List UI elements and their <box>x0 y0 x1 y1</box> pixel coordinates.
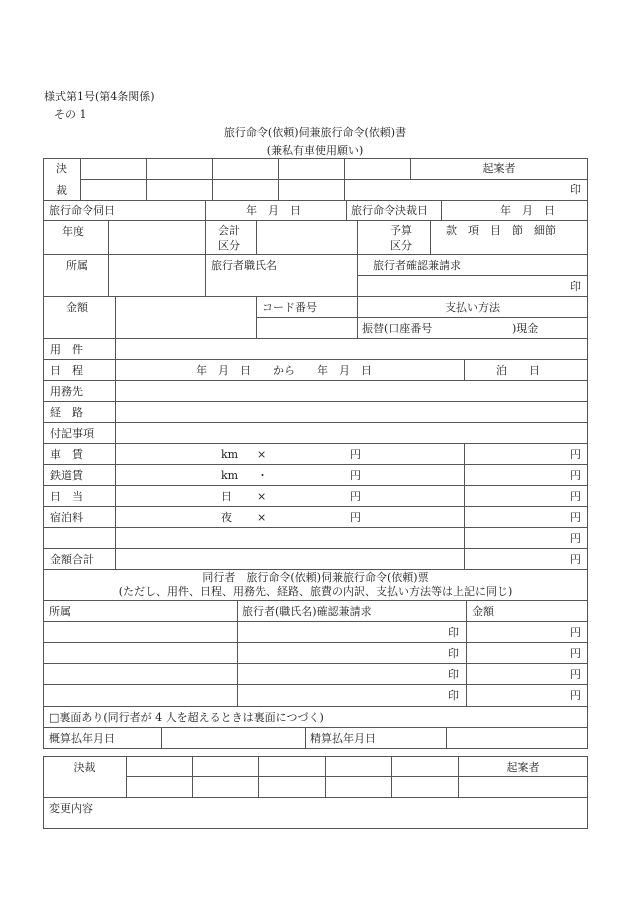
companion-seal: 印 <box>448 626 459 639</box>
drafter-seal: 印 <box>570 183 581 196</box>
nittei-range[interactable]: 年 月 日 から 年 月 日 <box>196 364 372 377</box>
companion-yen: 円 <box>570 689 581 702</box>
back-note-checkbox[interactable]: □裏面あり(同行者が 4 人を超えるときは裏面につづく) <box>49 711 324 724</box>
kingaku-label: 金額 <box>66 301 88 314</box>
gaisan-label: 概算払年月日 <box>49 732 115 745</box>
sum-yen: 円 <box>570 553 581 566</box>
changes-label: 変更内容 <box>49 802 93 815</box>
companion-col-shozoku: 所属 <box>49 605 71 618</box>
cost-total-yen: 円 <box>570 511 581 524</box>
cost-label: 車 賃 <box>50 448 83 461</box>
companion-yen: 円 <box>570 668 581 681</box>
nendo-label: 年度 <box>62 225 84 238</box>
bottom-kessai-label: 決裁 <box>73 761 96 774</box>
cost-total-yen: 円 <box>570 490 581 503</box>
kaikei-kubun-label: 区分 <box>218 239 240 252</box>
companion-title: 同行者 旅行命令(依頼)伺兼旅行命令(依頼)票 <box>202 571 429 584</box>
cost-yen: 円 <box>350 511 361 524</box>
kessai-label-1: 決 <box>56 162 67 175</box>
companion-seal: 印 <box>448 689 459 702</box>
companion-yen: 円 <box>570 626 581 639</box>
fuki-label: 付記事項 <box>50 427 94 440</box>
cost-unit: 日 <box>221 490 232 503</box>
page-title: 旅行命令(依頼)伺兼旅行命令(依頼)書 <box>223 126 407 139</box>
companion-seal: 印 <box>448 668 459 681</box>
cost-op: × <box>257 448 267 461</box>
code-label: コード番号 <box>262 301 317 314</box>
traveler-confirm-label: 旅行者確認兼請求 <box>373 259 461 272</box>
bottom-drafter-label: 起案者 <box>506 761 540 774</box>
cost-op: × <box>257 490 267 503</box>
companion-note: (ただし、用件、日程、用務先、経路、旅費の内訳、支払い方法等は上記に同じ) <box>118 585 513 598</box>
traveler-name-label: 旅行者職氏名 <box>211 259 277 272</box>
kaikei-label: 会計 <box>218 224 240 237</box>
keiro-label: 経 路 <box>50 406 83 419</box>
cost-op: × <box>257 511 267 524</box>
cost-unit: 夜 <box>221 511 232 524</box>
cost-yen: 円 <box>350 469 361 482</box>
companion-yen: 円 <box>570 647 581 660</box>
youmusaki-label: 用務先 <box>50 385 83 398</box>
payment-method-label: 支払い方法 <box>445 301 500 314</box>
companion-seal: 印 <box>448 647 459 660</box>
blank-total-yen: 円 <box>570 532 581 545</box>
cost-op: ・ <box>257 469 268 482</box>
sub-number: その 1 <box>54 108 87 121</box>
budget-items-label: 款 項 目 節 細節 <box>446 224 556 237</box>
kessai-label-2: 裁 <box>56 184 67 197</box>
kessai-date-value[interactable]: 年 月 日 <box>500 204 555 217</box>
seisan-label: 精算払年月日 <box>310 732 376 745</box>
haku-label: 泊 日 <box>496 364 540 377</box>
cost-label: 日 当 <box>50 490 83 503</box>
youken-label: 用 件 <box>50 343 83 356</box>
cost-label: 鉄道賃 <box>50 469 83 482</box>
cost-yen: 円 <box>350 490 361 503</box>
page-subtitle: (兼私有車使用願い) <box>266 144 364 157</box>
cost-total-yen: 円 <box>570 469 581 482</box>
cost-label: 宿泊料 <box>50 511 83 524</box>
drafter-label: 起案者 <box>482 162 516 175</box>
yosan-label: 予算 <box>390 224 412 237</box>
meirei-ukagai-date-label: 旅行命令伺日 <box>49 204 115 217</box>
ukagai-date-value[interactable]: 年 月 日 <box>246 204 301 217</box>
cash-label: )現金 <box>512 322 539 335</box>
yosan-kubun-label: 区分 <box>390 239 412 252</box>
form-number: 様式第1号(第4条関係) <box>44 90 155 103</box>
shozoku-label: 所属 <box>66 259 88 272</box>
transfer-label: 振替(口座番号 <box>362 322 433 335</box>
nittei-label: 日 程 <box>50 364 83 377</box>
companion-col-traveler: 旅行者(職氏名)確認兼請求 <box>242 605 372 618</box>
sum-label: 金額合計 <box>50 553 94 566</box>
cost-total-yen: 円 <box>570 448 581 461</box>
cost-unit: km <box>221 469 239 482</box>
companion-col-kingaku: 金額 <box>472 605 494 618</box>
traveler-seal: 印 <box>570 280 581 293</box>
meirei-kessai-date-label: 旅行命令決裁日 <box>351 204 428 217</box>
cost-unit: km <box>221 448 239 461</box>
cost-yen: 円 <box>350 448 361 461</box>
